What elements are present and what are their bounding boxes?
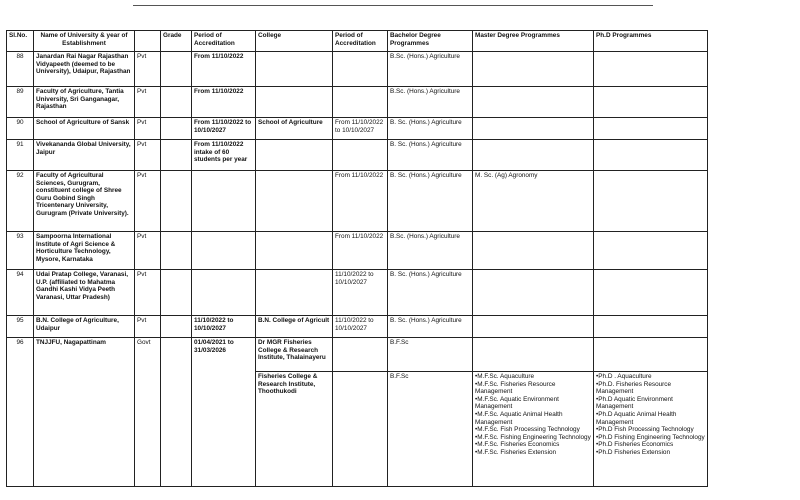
cell-master bbox=[473, 87, 594, 118]
cell-period bbox=[192, 171, 256, 232]
cell-grade bbox=[161, 338, 192, 487]
header-phd-programmes: Ph.D Programmes bbox=[594, 31, 708, 52]
cell-college bbox=[256, 140, 333, 171]
header-college: College bbox=[256, 31, 333, 52]
table-row bbox=[7, 118, 708, 140]
cell-type: Pvt bbox=[135, 87, 161, 118]
cell-sl: 88 bbox=[7, 52, 34, 87]
cell-type: Pvt bbox=[135, 118, 161, 140]
list-item: • Ph.D . Aquaculture bbox=[596, 373, 705, 381]
cell-phd bbox=[594, 372, 708, 487]
cell-grade bbox=[161, 316, 192, 338]
table-row bbox=[7, 52, 708, 87]
cell-type: Pvt bbox=[135, 270, 161, 316]
cell-grade bbox=[161, 118, 192, 140]
cell-period: 01/04/2021 to 31/03/2026 bbox=[192, 338, 256, 487]
list-item: • Ph.D Fisheries Economics bbox=[596, 441, 705, 449]
list-item: • Ph.D Aquatic Animal Health Management bbox=[596, 411, 705, 426]
cell-grade bbox=[161, 270, 192, 316]
phd-programme-list bbox=[596, 373, 705, 457]
header-university-name: Name of University & year of Establishment bbox=[34, 31, 135, 52]
cell-name: B.N. College of Agriculture, Udaipur bbox=[34, 316, 135, 338]
cell-phd bbox=[594, 171, 708, 232]
header-bachelor-programmes: Bachelor Degree Programmes bbox=[388, 31, 473, 52]
cell-college-period: 11/10/2022 to 10/10/2027 bbox=[333, 270, 388, 316]
cell-grade bbox=[161, 171, 192, 232]
list-item: • Ph.D. Fisheries Resource Management bbox=[596, 381, 705, 396]
list-item: • Ph.D Fish Processing Technology bbox=[596, 426, 705, 434]
cell-sl: 93 bbox=[7, 232, 34, 270]
list-item: • Ph.D Aquatic Environment Management bbox=[596, 396, 705, 411]
cell-college: School of Agriculture bbox=[256, 118, 333, 140]
list-item: • M.F.Sc. Fishing Engineering Technology bbox=[475, 434, 591, 442]
table-row bbox=[7, 316, 708, 338]
cell-bachelor: B. Sc. (Hons.) Agriculture bbox=[388, 270, 473, 316]
table-row bbox=[7, 140, 708, 171]
cut-off-heading-line bbox=[133, 0, 653, 6]
cell-master bbox=[473, 140, 594, 171]
cell-period: From 11/10/2022 to 10/10/2027 bbox=[192, 118, 256, 140]
header-master-programmes: Master Degree Programmes bbox=[473, 31, 594, 52]
table-row bbox=[7, 338, 708, 372]
cell-master bbox=[473, 316, 594, 338]
header-period-accreditation: Period of Accreditation bbox=[192, 31, 256, 52]
cell-phd bbox=[594, 118, 708, 140]
cell-period: From 11/10/2022 bbox=[192, 87, 256, 118]
cell-grade bbox=[161, 140, 192, 171]
cell-bachelor: B. Sc. (Hons.) Agriculture bbox=[388, 118, 473, 140]
cell-master: M. Sc. (Ag) Agronomy bbox=[473, 171, 594, 232]
list-item: • M.F.Sc. Fisheries Extension bbox=[475, 449, 591, 457]
cell-name: Udai Pratap College, Varanasi, U.P. (affiliated to Mahatma Gandhi Kashi Vidya Peeth Varanasi, Uttar Pradesh) bbox=[34, 270, 135, 316]
cell-type: Pvt bbox=[135, 140, 161, 171]
cell-phd bbox=[594, 232, 708, 270]
table-row bbox=[7, 270, 708, 316]
cell-sl: 89 bbox=[7, 87, 34, 118]
list-item: • M.F.Sc. Fisheries Economics bbox=[475, 441, 591, 449]
cell-period bbox=[192, 270, 256, 316]
master-programme-list bbox=[475, 373, 591, 457]
cell-college bbox=[256, 52, 333, 87]
cell-bachelor: B.F.Sc bbox=[388, 372, 473, 487]
list-item: • M.F.Sc. Aquatic Animal Health Management bbox=[475, 411, 591, 426]
cell-college-period bbox=[333, 52, 388, 87]
list-item: • Ph.D Fisheries Extension bbox=[596, 449, 705, 457]
list-item: • M.F.Sc. Aquatic Environment Management bbox=[475, 396, 591, 411]
table-row bbox=[7, 87, 708, 118]
cell-type: Pvt bbox=[135, 232, 161, 270]
cell-sl: 95 bbox=[7, 316, 34, 338]
table-row bbox=[7, 232, 708, 270]
cell-college bbox=[256, 171, 333, 232]
cell-college bbox=[256, 87, 333, 118]
cell-grade bbox=[161, 52, 192, 87]
accreditation-table bbox=[6, 30, 708, 487]
cell-grade bbox=[161, 87, 192, 118]
cell-period: From 11/10/2022 intake of 60 students per year bbox=[192, 140, 256, 171]
cell-master bbox=[473, 118, 594, 140]
cell-college-period: 11/10/2022 to 10/10/2027 bbox=[333, 316, 388, 338]
cell-type: Pvt bbox=[135, 52, 161, 87]
cell-name: Vivekananda Global University, Jaipur bbox=[34, 140, 135, 171]
cell-bachelor: B.F.Sc bbox=[388, 338, 473, 372]
cell-master bbox=[473, 232, 594, 270]
list-item: • M.F.Sc. Fisheries Resource Management bbox=[475, 381, 591, 396]
cell-college-period bbox=[333, 140, 388, 171]
table-row bbox=[7, 171, 708, 232]
cell-bachelor: B.Sc. (Hons.) Agriculture bbox=[388, 52, 473, 87]
cell-name: School of Agriculture of Sansk bbox=[34, 118, 135, 140]
cell-college-period bbox=[333, 372, 388, 487]
cell-type: Govt bbox=[135, 338, 161, 487]
cell-name: Faculty of Agriculture, Tantia University, Sri Ganganagar, Rajasthan bbox=[34, 87, 135, 118]
cell-name: TNJJFU, Nagapattinam bbox=[34, 338, 135, 487]
header-type bbox=[135, 31, 161, 52]
cell-college-period bbox=[333, 338, 388, 372]
cell-name: Sampoorna International Institute of Agri Science & Horticulture Technology, Mysore, Karnataka bbox=[34, 232, 135, 270]
list-item: • M.F.Sc. Aquaculture bbox=[475, 373, 591, 381]
cell-type: Pvt bbox=[135, 316, 161, 338]
cell-period: From 11/10/2022 bbox=[192, 52, 256, 87]
cell-college: Dr MGR Fisheries College & Research Institute, Thalainayeru bbox=[256, 338, 333, 372]
list-item: • Ph.D Fishing Engineering Technology bbox=[596, 434, 705, 442]
cell-sl: 92 bbox=[7, 171, 34, 232]
header-sl-no: Sl.No. bbox=[7, 31, 34, 52]
cell-period: 11/10/2022 to 10/10/2027 bbox=[192, 316, 256, 338]
cell-period bbox=[192, 232, 256, 270]
cell-sl: 96 bbox=[7, 338, 34, 487]
cell-type: Pvt bbox=[135, 171, 161, 232]
cell-master bbox=[473, 52, 594, 87]
header-row bbox=[7, 31, 708, 52]
cell-sl: 91 bbox=[7, 140, 34, 171]
cell-college-period bbox=[333, 87, 388, 118]
cell-name: Janardan Rai Nagar Rajasthan Vidyapeeth (deemed to be University), Udaipur, Rajasthan bbox=[34, 52, 135, 87]
cell-college: B.N. College of Agricult bbox=[256, 316, 333, 338]
cell-phd bbox=[594, 316, 708, 338]
cell-phd bbox=[594, 140, 708, 171]
cell-sl: 94 bbox=[7, 270, 34, 316]
cell-sl: 90 bbox=[7, 118, 34, 140]
cell-master bbox=[473, 372, 594, 487]
cell-bachelor: B.Sc. (Hons.) Agriculture bbox=[388, 87, 473, 118]
cell-college: Fisheries College & Research Institute, Thoothukodi bbox=[256, 372, 333, 487]
cell-college-period: From 11/10/2022 bbox=[333, 232, 388, 270]
cell-master bbox=[473, 270, 594, 316]
cell-bachelor: B.Sc. (Hons.) Agriculture bbox=[388, 232, 473, 270]
header-college-period-accreditation: Period of Accreditation bbox=[333, 31, 388, 52]
cell-grade bbox=[161, 232, 192, 270]
cell-bachelor: B. Sc. (Hons.) Agriculture bbox=[388, 140, 473, 171]
cell-phd bbox=[594, 338, 708, 372]
cell-phd bbox=[594, 270, 708, 316]
header-grade: Grade bbox=[161, 31, 192, 52]
cell-college bbox=[256, 232, 333, 270]
cell-college-period: From 11/10/2022 bbox=[333, 171, 388, 232]
cell-master bbox=[473, 338, 594, 372]
cell-phd bbox=[594, 52, 708, 87]
cell-bachelor: B. Sc. (Hons.) Agriculture bbox=[388, 316, 473, 338]
cell-name: Faculty of Agricultural Sciences, Gurugram, constituent college of Shree Guru Gobind Singh Tricentenary University, Gurugram (Private University). bbox=[34, 171, 135, 232]
cell-bachelor: B. Sc. (Hons.) Agriculture bbox=[388, 171, 473, 232]
cell-phd bbox=[594, 87, 708, 118]
list-item: • M.F.Sc. Fish Processing Technology bbox=[475, 426, 591, 434]
cell-college bbox=[256, 270, 333, 316]
cell-college-period: From 11/10/2022 to 10/10/2027 bbox=[333, 118, 388, 140]
